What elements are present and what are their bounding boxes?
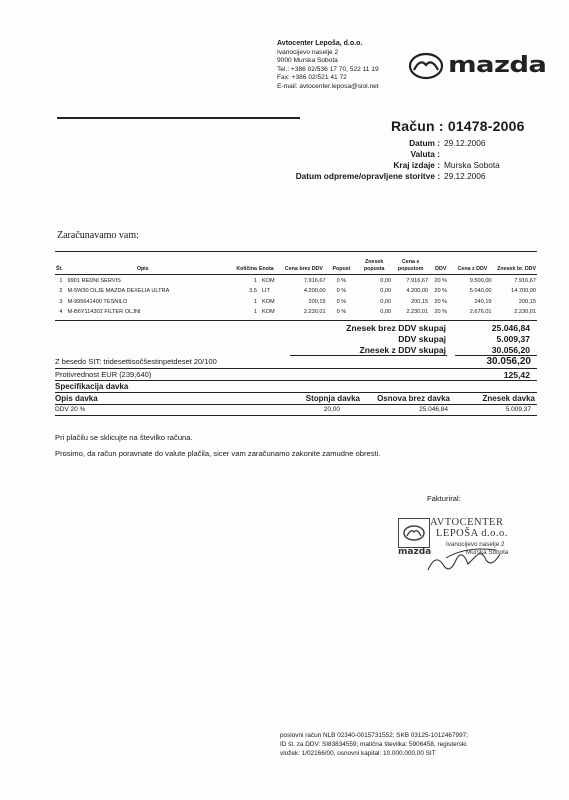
tax-header-rule xyxy=(55,404,537,405)
tax-header-opis: Opis davka xyxy=(55,394,98,403)
tax-row-opis: DDV 20 % xyxy=(55,406,86,413)
cell-cena-s-popustom: 7.916,67 xyxy=(406,277,429,284)
cell-cena-brez: 4.200,00 xyxy=(303,288,326,295)
cell-kolicina: 3,5 xyxy=(249,288,257,295)
stamp-line-3: Ivanocijevo naselje 2 xyxy=(446,541,505,548)
valuta-label: Valuta : xyxy=(410,149,440,159)
table-row xyxy=(55,276,537,287)
cell-znesek-br: 2.230,01 xyxy=(514,309,536,316)
invoice-title: Račun : 01478-2006 xyxy=(391,118,525,134)
footer-line-3: vložek: 1/02166/00, osnovni kapital: 10.000.000,00 SIT xyxy=(280,750,436,757)
total-brez-label: Znesek brez DDV skupaj xyxy=(346,323,446,333)
company-tel: Tel.: +386 02/536 17 70, 522 11 19 xyxy=(277,65,379,73)
total-ddv-value: 5.009,37 xyxy=(496,334,530,344)
col-kolicina: Količina xyxy=(236,265,257,272)
cell-znesek-popusta: 0,00 xyxy=(380,277,392,284)
col-ddv: DDV xyxy=(435,265,447,272)
items-table xyxy=(55,252,537,318)
tax-header-stopnja: Stopnja davka xyxy=(305,394,360,403)
date-label: Datum : xyxy=(409,138,440,148)
cell-opis: 9901 REDNI SERVIS xyxy=(67,277,121,284)
note-payment: Prosimo, da račun poravnate do valute plačila, sicer vam zaračunamo zakonite zamudne obresti. xyxy=(55,449,381,458)
tax-title-rule xyxy=(55,392,537,393)
cell-kolicina: 1 xyxy=(253,277,257,284)
col-opis: Opis xyxy=(136,265,149,272)
cell-st: 2 xyxy=(59,288,63,295)
company-fax: Fax: +386 02/521 41 72 xyxy=(277,74,347,82)
fakturiral-label: Fakturiral: xyxy=(427,494,461,503)
cell-znesek-br: 200,15 xyxy=(518,298,536,305)
col-cena-brez: Cena brez DDV xyxy=(284,265,323,272)
col-st: Št. xyxy=(56,265,63,272)
eur-label: Protivrednost EUR (239,640) xyxy=(55,370,152,379)
cell-kolicina: 1 xyxy=(253,309,257,316)
table-row xyxy=(55,307,537,318)
col-cena-s-popustom: Cena s popustom xyxy=(397,259,424,272)
cell-enota: LIT xyxy=(261,288,271,295)
cell-cena-s-popustom: 2.230,01 xyxy=(406,309,429,316)
tax-row-osnova: 25.046,84 xyxy=(419,406,448,413)
total-brez-value: 25.046,84 xyxy=(491,323,530,333)
tax-header-osnova: Osnova brez davka xyxy=(377,394,450,403)
cell-popust: 0 % xyxy=(336,288,347,295)
company-city: 9000 Murska Sobota xyxy=(277,57,338,65)
mazda-wordmark: mazda xyxy=(448,53,547,78)
cell-cena-z-ddv: 2.676,01 xyxy=(469,309,492,316)
cell-opis: M-B6Y114302 FILTER OLJNI xyxy=(67,309,141,316)
cell-kolicina: 1 xyxy=(253,298,257,305)
cell-cena-brez: 2.230,01 xyxy=(303,309,326,316)
cell-st: 1 xyxy=(59,277,63,284)
tax-header-znesek: Znesek davka xyxy=(482,394,535,403)
cell-opis: M-5W30 OLJE MAZDA DEXELIA ULTRA xyxy=(67,288,170,295)
footer xyxy=(280,731,468,758)
datum-odpreme-label: Datum odpreme/opravljene storitve : xyxy=(295,171,440,181)
cell-st: 4 xyxy=(59,309,63,316)
company-email: E-mail: avtocenter.leposa@siol.net xyxy=(277,82,379,90)
eur-rule xyxy=(55,380,537,381)
cell-ddv: 20 % xyxy=(434,277,448,284)
cell-cena-z-ddv: 5.040,00 xyxy=(469,288,492,295)
cell-cena-brez: 200,15 xyxy=(308,298,326,305)
kraj-value: Murska Sobota xyxy=(444,160,500,170)
words-rule xyxy=(55,368,537,369)
signature-scribble xyxy=(426,540,509,574)
cell-enota: KOM xyxy=(261,309,275,316)
cell-cena-z-ddv: 9.500,00 xyxy=(469,277,492,284)
datum-odpreme-value: 29.12.2006 xyxy=(444,171,486,181)
cell-ddv: 20 % xyxy=(434,309,448,316)
cell-st: 3 xyxy=(59,298,63,305)
note-reference: Pri plačilu se sklicujte na številko računa. xyxy=(55,433,193,442)
tax-title: Specifikacija davka xyxy=(55,382,129,391)
company-header xyxy=(277,40,379,92)
col-popust: Popust xyxy=(332,265,351,272)
tax-row-rule xyxy=(55,415,537,416)
stamp-line-4: Murska Sobota xyxy=(466,549,509,556)
stamp-line-5: mazda xyxy=(398,547,432,557)
cell-popust: 0 % xyxy=(336,277,347,284)
recipient-line xyxy=(57,117,300,119)
cell-ddv: 20 % xyxy=(434,288,448,295)
greeting: Zaračunavamo vam: xyxy=(57,230,139,241)
footer-line-2: ID št. za DDV: SI83834559; matična številka: 5906458, registerski xyxy=(280,741,467,748)
totals-rule xyxy=(290,355,447,356)
cell-enota: KOM xyxy=(261,298,275,305)
total-z-label: Znesek z DDV skupaj xyxy=(359,345,446,355)
total-z-value: 30.056,20 xyxy=(491,345,530,355)
cell-cena-z-ddv: 240,19 xyxy=(474,298,492,305)
col-cena-z-ddv: Cena z DDV xyxy=(457,265,488,272)
col-znesek-br: Znesek br. DDV xyxy=(497,265,536,272)
col-znesek-popusta: Znesek popusta xyxy=(363,259,385,272)
company-street: Ivanocijevo naselje 2 xyxy=(277,48,339,56)
cell-popust: 0 % xyxy=(336,298,347,305)
cell-cena-s-popustom: 200,15 xyxy=(411,298,429,305)
stamp-line-2: LEPOŠA d.o.o. xyxy=(436,528,508,539)
cell-cena-s-popustom: 4.200,00 xyxy=(406,288,429,295)
stamp-line-1: AVTOCENTER xyxy=(430,517,504,528)
col-enota: Enota xyxy=(258,265,274,272)
eur-value: 125,42 xyxy=(503,370,530,380)
cell-ddv: 20 % xyxy=(434,298,448,305)
cell-znesek-popusta: 0,00 xyxy=(380,288,392,295)
cell-znesek-br: 7.916,67 xyxy=(514,277,536,284)
company-stamp xyxy=(396,516,520,572)
cell-znesek-popusta: 0,00 xyxy=(380,309,392,316)
date-value: 29.12.2006 xyxy=(444,138,486,148)
cell-enota: KOM xyxy=(261,277,275,284)
amount-in-words: Z besedo SIT: tridesettisočšestinpetdeset 20/100 xyxy=(55,357,217,366)
table-row xyxy=(55,297,537,308)
kraj-label: Kraj izdaje : xyxy=(393,160,440,170)
tax-row-stopnja: 20,00 xyxy=(323,406,340,413)
amount-in-words-value: 30.056,20 xyxy=(486,356,531,367)
mazda-logo xyxy=(408,50,547,82)
cell-znesek-popusta: 0,00 xyxy=(380,298,392,305)
tax-row-znesek: 5.009,37 xyxy=(505,406,531,413)
table-row xyxy=(55,286,537,297)
total-ddv-label: DDV skupaj xyxy=(398,334,446,344)
cell-opis: M-995641400 TESNILO xyxy=(67,298,128,305)
cell-cena-brez: 7.916,67 xyxy=(303,277,326,284)
cell-popust: 0 % xyxy=(336,309,347,316)
company-name: Avtocenter Lepoša, d.o.o. xyxy=(277,40,363,47)
cell-znesek-br: 14.700,00 xyxy=(511,288,536,295)
table-bottom-rule xyxy=(55,320,537,321)
footer-line-1: poslovni račun NLB 02340-0015731552; SKB 03125-1012467997; xyxy=(280,732,468,739)
